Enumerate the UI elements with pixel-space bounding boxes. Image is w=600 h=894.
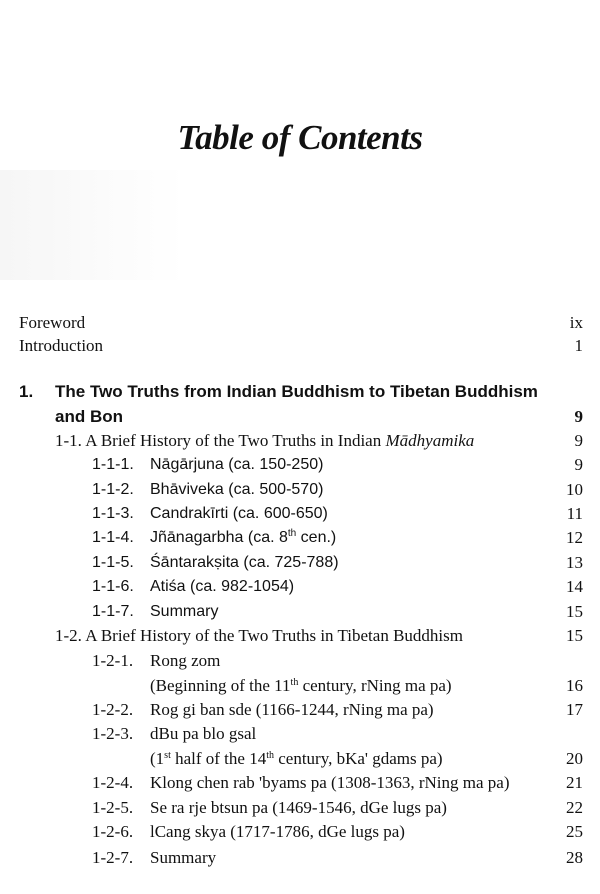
section-title-italic: Mādhyamika — [385, 431, 475, 450]
subsection-title: Atiśa (ca. 982-1054) — [150, 578, 295, 595]
page-number: 9 — [574, 455, 583, 474]
toc-subsection-1-2-5[interactable] — [92, 796, 447, 820]
page-number: 14 — [566, 577, 583, 596]
page-number: 1 — [574, 336, 583, 355]
entry-label: Introduction — [19, 336, 104, 355]
subsection-title: lCang skya (1717-1786, dGe lugs pa) — [150, 822, 405, 841]
detail-text: (Beginning of the 11 — [150, 676, 291, 695]
toc-subsection-1-2-4[interactable] — [92, 771, 510, 795]
toc-entry-foreword[interactable] — [19, 311, 85, 335]
subsection-detail — [150, 674, 452, 698]
subsection-title: Summary — [150, 848, 217, 867]
page-number: 9 — [574, 407, 583, 426]
subsection-number: 1-1-3. — [92, 505, 134, 522]
subsection-title: Rog gi ban sde (1166-1244, rNing ma pa) — [150, 700, 434, 719]
page-number: 10 — [566, 480, 583, 499]
subsection-number: 1-2-7. — [92, 848, 134, 867]
page-number: ix — [569, 313, 583, 332]
page-number: 25 — [566, 822, 583, 841]
toc-subsection-1-1-4[interactable] — [92, 526, 336, 550]
subsection-detail — [150, 747, 443, 771]
toc-subsection-1-1-2[interactable] — [92, 478, 323, 502]
ordinal-suffix: st — [164, 750, 171, 761]
subsection-title: Klong chen rab 'byams pa (1308-1363, rNing ma pa) — [150, 773, 510, 792]
subsection-title: Nāgārjuna (ca. 150-250) — [150, 456, 324, 473]
subsection-number: 1-2-6. — [92, 822, 134, 841]
subsection-number: 1-1-2. — [92, 481, 134, 498]
subsection-number: 1-2-3. — [92, 724, 134, 743]
toc-subsection-1-1-3[interactable] — [92, 502, 328, 526]
page-number: 17 — [566, 700, 583, 719]
page-title: Table of Contents — [177, 118, 423, 157]
toc-subsection-1-1-5[interactable] — [92, 551, 339, 575]
page-number: 16 — [566, 676, 583, 695]
section-number: 1-2. — [55, 626, 82, 645]
toc-subsection-1-2-2[interactable] — [92, 698, 434, 722]
subsection-number: 1-2-1. — [92, 651, 134, 670]
toc-subsection-1-1-7[interactable] — [92, 600, 218, 624]
subsection-title: Śāntarakṣita (ca. 725-788) — [150, 554, 339, 571]
page-number: 9 — [574, 431, 583, 450]
detail-text-rest: century, rNing ma pa) — [298, 676, 452, 695]
subsection-title: dBu pa blo gsal — [150, 724, 257, 743]
page-number: 28 — [566, 848, 583, 867]
detail-text-rest: century, bKa' gdams pa) — [273, 749, 443, 768]
page-number: 20 — [566, 749, 583, 768]
page-number: 11 — [566, 504, 583, 523]
subsection-title-rest: cen.) — [296, 529, 337, 546]
subsection-number: 1-1-6. — [92, 578, 134, 595]
subsection-number: 1-1-7. — [92, 603, 134, 620]
page-number: 13 — [566, 553, 583, 572]
toc-subsection-1-1-6[interactable] — [92, 575, 294, 599]
subsection-title: Summary — [150, 603, 219, 620]
subsection-title: Jñānagarbha (ca. 8 — [150, 529, 288, 546]
subsection-number: 1-1-4. — [92, 529, 134, 546]
subsection-title: Se ra rje btsun pa (1469-1546, dGe lugs pa) — [150, 798, 447, 817]
toc-subsection-1-2-7[interactable] — [92, 846, 216, 870]
toc-subsection-1-2-6[interactable] — [92, 820, 405, 844]
toc-subsection-1-2-1[interactable] — [92, 649, 220, 673]
scan-smudge — [0, 170, 185, 280]
subsection-title: Rong zom — [150, 651, 221, 670]
section-title: A Brief History of the Two Truths in Tibetan Buddhism — [85, 626, 463, 645]
ordinal-suffix: th — [266, 750, 274, 761]
page-number: 15 — [566, 602, 583, 621]
subsection-number: 1-2-4. — [92, 773, 134, 792]
section-title: A Brief History of the Two Truths in Indian — [85, 431, 386, 450]
detail-text: (1 — [150, 749, 165, 768]
chapter-title-line1: The Two Truths from Indian Buddhism to Tibetan Buddhism — [55, 382, 538, 401]
toc-subsection-1-2-3[interactable] — [92, 722, 256, 746]
subsection-number: 1-2-5. — [92, 798, 134, 817]
toc-subsection-1-1-1[interactable] — [92, 453, 323, 477]
page-number: 21 — [566, 773, 583, 792]
toc-chapter-1[interactable] — [19, 380, 33, 404]
toc-entry-introduction[interactable] — [19, 334, 103, 358]
subsection-number: 1-1-1. — [92, 456, 134, 473]
entry-label: Foreword — [19, 313, 86, 332]
toc-section-1-1[interactable] — [55, 429, 474, 453]
detail-text-mid: half of the 14 — [170, 749, 267, 768]
subsection-number: 1-1-5. — [92, 554, 134, 571]
subsection-number: 1-2-2. — [92, 700, 134, 719]
toc-section-1-2[interactable] — [55, 624, 463, 648]
section-number: 1-1. — [55, 431, 82, 450]
chapter-title-line2: and Bon — [55, 407, 123, 426]
subsection-title: Bhāviveka (ca. 500-570) — [150, 481, 324, 498]
ordinal-suffix: th — [290, 677, 299, 688]
page-number: 12 — [566, 528, 583, 547]
page-number: 22 — [566, 798, 583, 817]
ordinal-suffix: th — [287, 528, 297, 539]
subsection-title: Candrakīrti (ca. 600-650) — [150, 505, 328, 522]
chapter-number: 1. — [19, 382, 34, 401]
page-number: 15 — [566, 626, 583, 645]
